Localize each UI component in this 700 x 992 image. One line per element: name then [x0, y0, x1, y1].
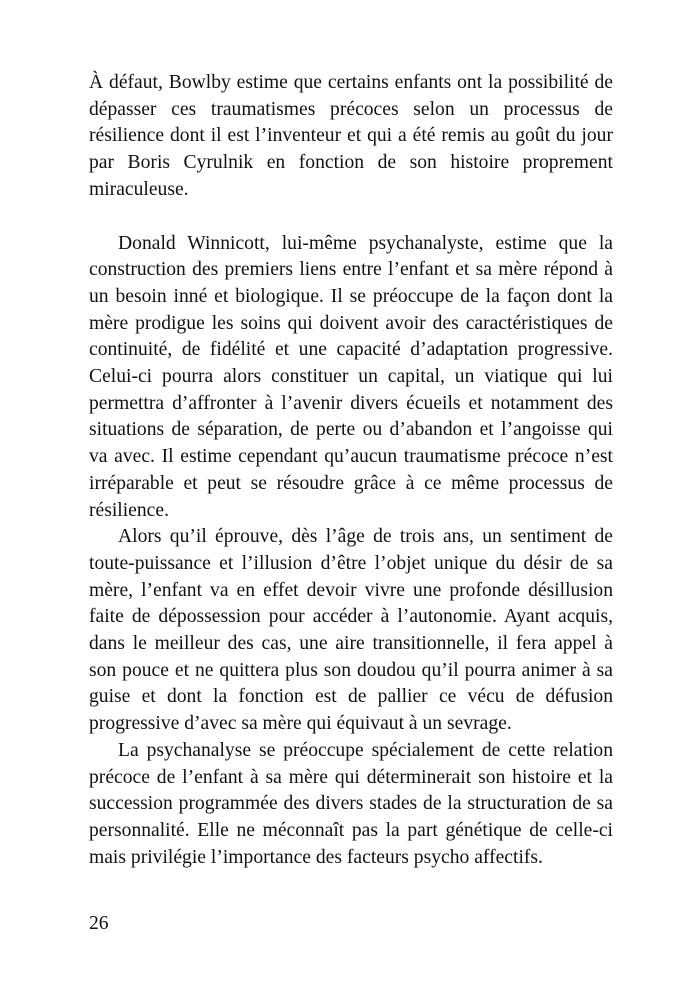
page-number: 26 [89, 913, 109, 934]
paragraph-bowlby: À défaut, Bowlby estime que certains enfants ont la possibilité de dépasser ces traumatismes précoces selon un processus de résilience dont il est l’inventeur et qui a été remis au goût du jour par Boris Cyrulnik en fonction de son histoire proprement miraculeuse. [89, 72, 613, 200]
page-body [89, 70, 613, 871]
paragraph-psychoanalysis: La psychanalyse se préoccupe spécialement de cette relation précoce de l’enfant à sa mère qui déterminerait son histoire et la succession programmée des divers stades de la structuration de sa personnalité. Elle ne méconnaît pas la part génétique de celle-ci mais privilégie l’importance des facteurs psycho affectifs. [89, 739, 613, 868]
paragraph-winnicott: Donald Winnicott, lui-même psychanalyste, estime que la construction des premiers liens entre l’enfant et sa mère répond à un besoin inné et biologique. Il se préoccupe de la façon dont la mère prodigue les soins qui doivent avoir des caractéristiques de continuité, de fidélité et une capacité d’adaptation progressive. Celui-ci pourra alors constituer un capital, un viatique qui lui permettra d’affronter à l’avenir divers écueils et notamment des situations de séparation, de perte ou d’abandon et l’angoisse qui va avec. Il estime cependant qu’aucun traumatisme précoce n’est irréparable et peut se résoudre grâce à ce même processus de résilience. [89, 232, 613, 521]
paragraph-disillusion: Alors qu’il éprouve, dès l’âge de trois ans, un sentiment de toute-puissance et l’illusion d’être l’objet unique du désir de sa mère, l’enfant va en effet devoir vivre une profonde désillusion faite de dépossession pour accéder à l’autonomie. Ayant acquis, dans le meilleur des cas, une aire transitionnelle, il fera appel à son pouce et ne quittera plus son doudou qu’il pourra animer à sa guise et dont la fonction est de pallier ce vécu de défusion progressive d’avec sa mère qui équivaut à un sevrage. [89, 526, 613, 735]
